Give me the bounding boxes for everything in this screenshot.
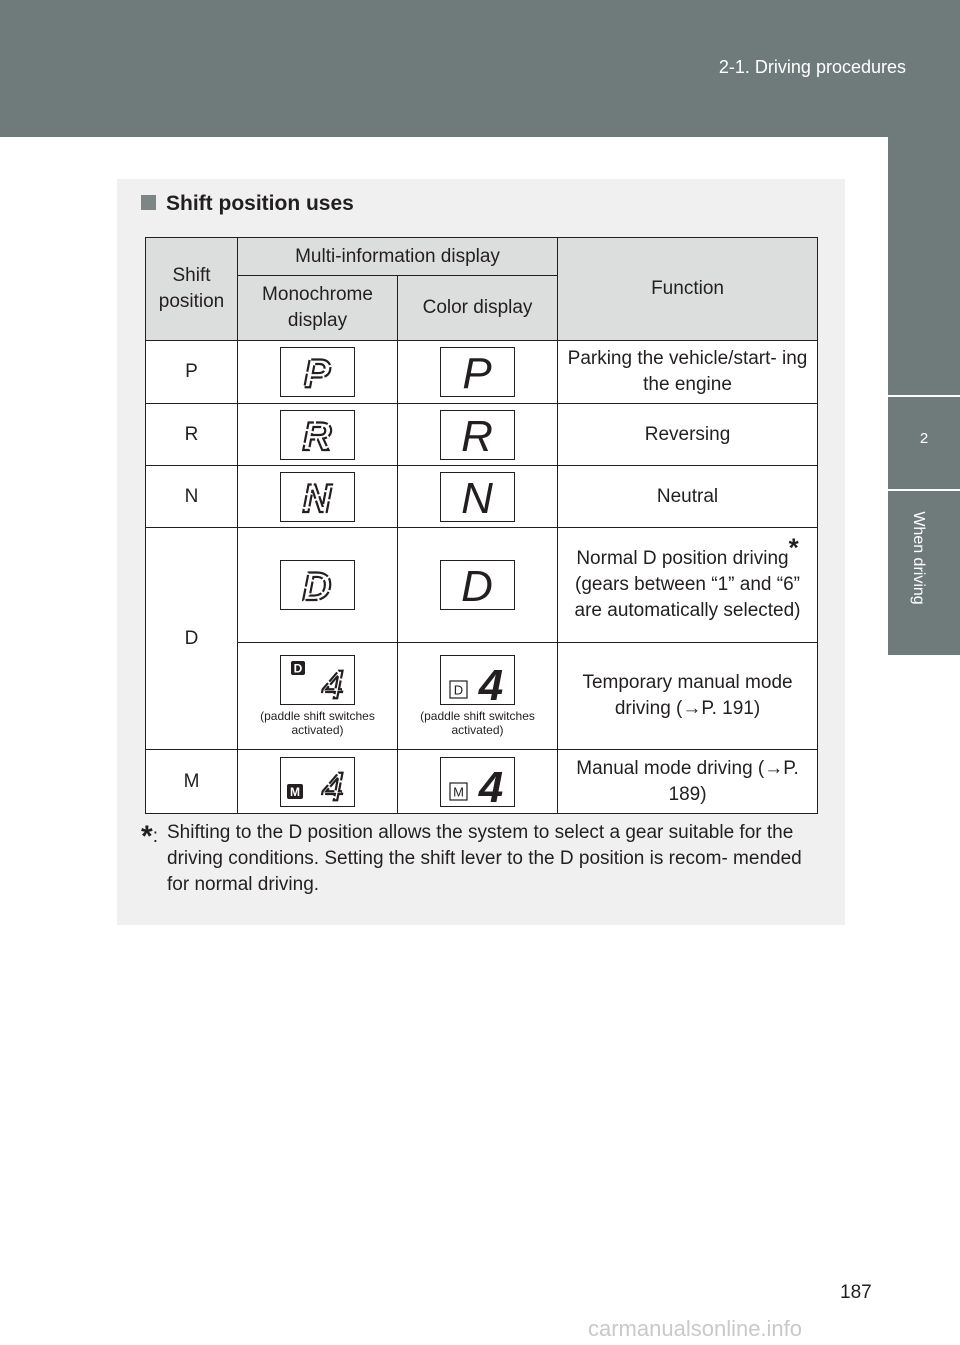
header-function: Function [558,238,818,341]
square-bullet-icon [141,195,156,210]
footnote-star-ref: * [788,532,799,563]
chapter-tab-label: When driving [910,511,927,605]
color-glyph: N [461,473,493,521]
shift-position-cell: M [146,750,238,814]
mono-d-indicator [280,560,355,610]
function-cell: Parking the vehicle/start- ing the engine [558,341,818,404]
color-glyph: P [462,349,492,396]
paddle-caption: (paddle shift switches activated) [420,709,535,737]
function-text-cont: (gears between “1” and “6” are automatically selected) [574,574,801,621]
mono-glyph: P [303,352,331,396]
color-n-indicator [440,472,515,522]
mono-display-cell [238,404,398,466]
chapter-tab-number: 2 [919,430,929,447]
color-display-cell [398,643,558,750]
color-display-cell [398,404,558,466]
mono-display-cell [238,466,398,528]
color-display-cell [398,750,558,814]
mono-p-indicator [280,347,355,397]
table-row [146,750,818,814]
function-cell [558,528,818,643]
table-row [146,466,818,528]
chapter-header: 2-1. Driving procedures [718,57,906,77]
shift-position-cell: R [146,404,238,466]
m-badge-icon: M [290,784,300,799]
mono-glyph: R [302,414,332,459]
mono-d4-indicator [280,655,355,705]
table-row [146,528,818,643]
page-number: 187 [840,1282,872,1303]
color-display-cell [398,341,558,404]
mono-display-cell [238,341,398,404]
section-title-text: Shift position uses [166,192,354,215]
color-r-indicator [440,410,515,460]
function-cell: Manual mode driving (→P. 189) [558,750,818,814]
header-color-display: Color display [398,276,558,341]
footnote-star-icon: * [141,820,153,853]
header-multi-info-display: Multi-information display [238,238,558,276]
function-cell: Temporary manual mode driving (→P. 191) [558,643,818,750]
function-text: Normal D position driving [576,548,789,569]
color-m4-indicator [440,757,515,807]
table-row [146,341,818,404]
shift-position-cell: D [146,528,238,750]
footnote [141,820,819,898]
header-monochrome-display: Monochrome display [238,276,398,341]
side-band [888,137,960,395]
color-digit: 4 [478,762,504,806]
footnote-text: Shifting to the D position allows the system to select a gear suitable for the driving conditions. Setting the shift lever to the D position is recom- mended for normal driving. [167,822,802,895]
d-badge-icon: D [293,661,303,676]
watermark: carmanualsonline.info [588,1316,803,1341]
mono-digit: 4 [321,764,345,806]
mono-glyph: D [302,565,332,609]
color-d-indicator [440,560,515,610]
mono-r-indicator [280,410,355,460]
mono-display-cell [238,750,398,814]
shift-position-cell: N [146,466,238,528]
mono-digit: 4 [321,663,345,704]
color-p-indicator [440,347,515,397]
mono-m4-indicator [280,757,355,807]
d-badge-icon: D [453,682,464,698]
color-display-cell [398,466,558,528]
color-glyph: D [461,562,493,609]
mono-n-indicator [280,472,355,522]
mono-display-cell [238,528,398,643]
section-title [141,192,354,216]
paddle-caption: (paddle shift switches activated) [260,709,375,737]
color-glyph: R [461,411,493,459]
function-cell: Neutral [558,466,818,528]
m-badge-icon: M [453,784,464,799]
color-digit: 4 [478,661,504,704]
header-shift-position: Shift position [146,238,238,341]
shift-position-table [145,237,818,814]
color-display-cell [398,528,558,643]
color-d4-indicator [440,655,515,705]
footnote-colon: : [152,826,158,847]
shift-position-cell: P [146,341,238,404]
mono-display-cell [238,643,398,750]
table-row [146,404,818,466]
function-cell: Reversing [558,404,818,466]
footnote-marker [141,820,158,853]
table-row [146,643,818,750]
mono-glyph: N [302,476,332,521]
